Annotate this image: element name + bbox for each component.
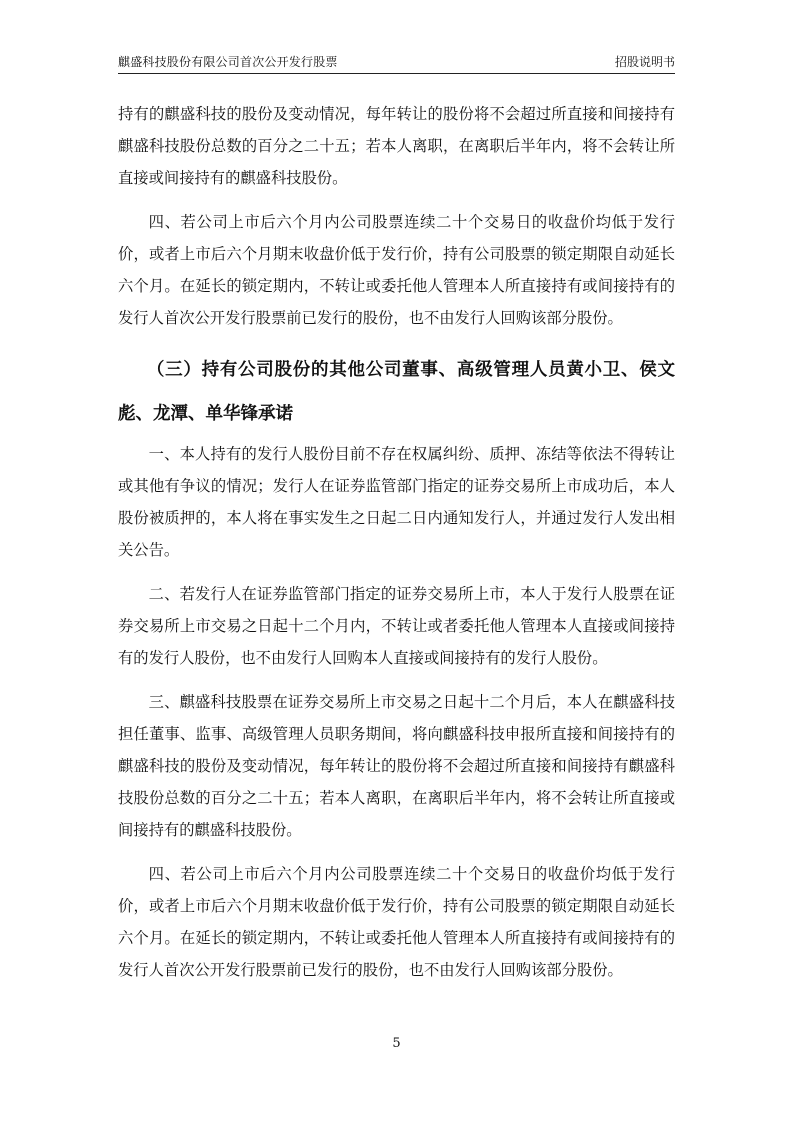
- paragraph-lockup-extension: 四、若公司上市后六个月内公司股票连续二十个交易日的收盘价均低于发行价，或者上市后六个月期末收盘价低于发行价，持有公司股票的锁定期限自动延长六个月。在延长的锁定期内，不转让或委托他人管理本人所直接持有或间接持有的发行人首次公开发行股票前已发行的股份，也不由发行人回购该部分股份。: [118, 213, 675, 327]
- header-company-title: 麒盛科技股份有限公司首次公开发行股票: [118, 55, 338, 69]
- header-document-type: 招股说明书: [614, 55, 675, 69]
- page-number: 5: [392, 1036, 401, 1051]
- paragraph-commitment-2: 二、若发行人在证券监管部门指定的证券交易所上市，本人于发行人股票在证券交易所上市交易之日起十二个月内，不转让或者委托他人管理本人直接或间接持有的发行人股份，也不由发行人回购本人直接或间接持有的发行人股份。: [118, 585, 675, 667]
- paragraph-continued: 持有的麒盛科技的股份及变动情况，每年转让的股份将不会超过所直接和间接持有麒盛科技股份总数的百分之二十五；若本人离职，在离职后半年内，将不会转让所直接或间接持有的麒盛科技股份。: [118, 105, 675, 187]
- page-header: [118, 53, 675, 74]
- document-body: [118, 98, 675, 986]
- paragraph-commitment-1: 一、本人持有的发行人股份目前不存在权属纠纷、质押、冻结等依法不得转让或其他有争议的情况；发行人在证券监管部门指定的证券交易所上市成功后，本人股份被质押的，本人将在事实发生之日起二日内通知发行人，并通过发行人发出相关公告。: [118, 445, 675, 559]
- section-heading: （三）持有公司股份的其他公司董事、高级管理人员黄小卫、侯文彪、龙潭、单华锋承诺: [118, 360, 675, 424]
- paragraph-commitment-3: 三、麒盛科技股票在证券交易所上市交易之日起十二个月后，本人在麒盛科技担任董事、监事、高级管理人员职务期间，将向麒盛科技申报所直接和间接持有的麒盛科技的股份及变动情况，每年转让的股份将不会超过所直接和间接持有麒盛科技股份总数的百分之二十五；若本人离职，在离职后半年内，将不会转让所直接或间接持有的麒盛科技股份。: [118, 693, 675, 839]
- paragraph-commitment-4: 四、若公司上市后六个月内公司股票连续二十个交易日的收盘价均低于发行价，或者上市后六个月期末收盘价低于发行价，持有公司股票的锁定期限自动延长六个月。在延长的锁定期内，不转让或委托他人管理本人所直接持有或间接持有的发行人首次公开发行股票前已发行的股份，也不由发行人回购该部分股份。: [118, 865, 675, 979]
